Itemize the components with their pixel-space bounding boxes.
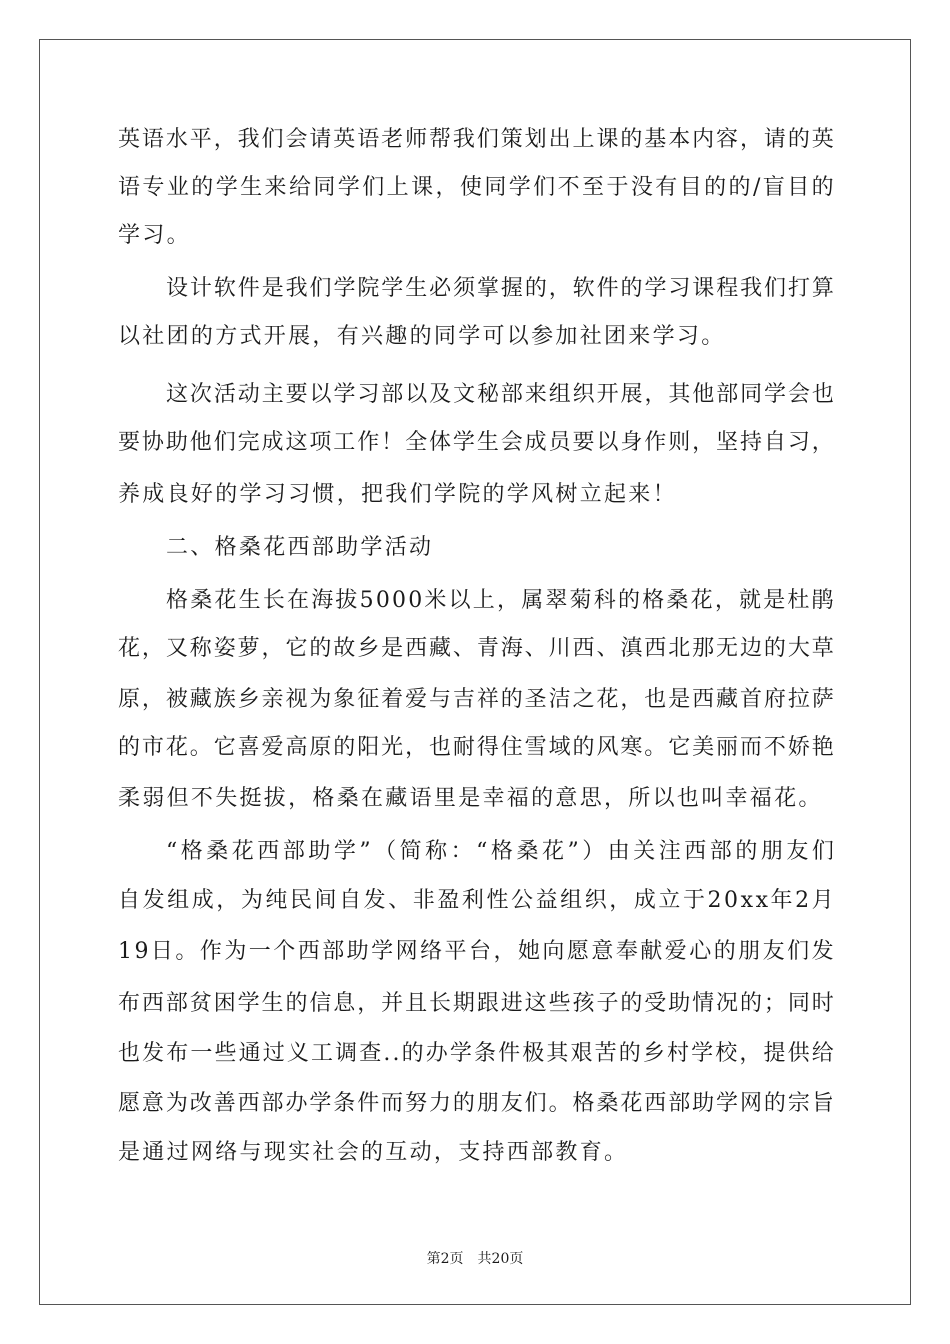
text-line: 以社团的方式开展，有兴趣的同学可以参加社团来学习。 <box>118 324 726 349</box>
text-line: 是通过网络与现实社会的互动，支持西部教育。 <box>118 1140 629 1165</box>
text-line: 愿 意 为 改 善 西 部 办 学 条 件 而 努 力 的 朋 友 们 。 格 桑 花 西 部 助 学 网 的 宗 旨 <box>118 1091 834 1116</box>
page-number-footer: 第2页 共20页 <box>426 1251 524 1267</box>
text-line: 的 市 花 。 它 喜 爱 高 原 的 阳 光 ， 也 耐 得 住 雪 域 的 风 寒 。 它 美 丽 而 不 娇 艳 <box>118 735 834 760</box>
text-line: “ 格 桑 花 西 部 助 学 ” （ 简 称 ： “ 格 桑 花 ” ） 由 关 注 西 部 的 朋 友 们 <box>166 839 834 864</box>
text-line: 也 发 布 一 些 通 过 义 工 调 查 . . 的 办 学 条 件 极 其 艰 苦 的 乡 村 学 校 ， 提 供 给 <box>118 1041 834 1066</box>
text-line: 要 协 助 他 们 完 成 这 项 工 作 ！ 全 体 学 生 会 成 员 要 以 身 作 则 ， 坚 持 自 习 ， <box>118 430 834 455</box>
text-line: 语 专 业 的 学 生 来 给 同 学 们 上 课 ， 使 同 学 们 不 至 于 没 有 目 的 的 / 盲 目 的 <box>118 175 834 200</box>
section-heading: 二、格桑花西部助学活动 <box>166 535 434 560</box>
text-line: 布 西 部 贫 困 学 生 的 信 息 ， 并 且 长 期 跟 进 这 些 孩 子 的 受 助 情 况 的 ； 同 时 <box>118 991 834 1016</box>
text-line: 英 语 水 平 ， 我 们 会 请 英 语 老 师 帮 我 们 策 划 出 上 课 的 基 本 内 容 ， 请 的 英 <box>118 127 834 152</box>
text-line: 自 发 组 成 ， 为 纯 民 间 自 发 、 非 盈 利 性 公 益 组 织 ， 成 立 于 2 0 x x 年 2 月 <box>118 888 834 913</box>
text-line: 柔弱但不失挺拔，格桑在藏语里是幸福的意思，所以也叫幸福花。 <box>118 786 823 811</box>
text-line: 这 次 活 动 主 要 以 学 习 部 以 及 文 秘 部 来 组 织 开 展 ， 其 他 部 同 学 会 也 <box>166 382 834 407</box>
text-line: 格 桑 花 生 长 在 海 拔 5 0 0 0 米 以 上 ， 属 翠 菊 科 的 格 桑 花 ， 就 是 杜 鹃 <box>166 588 834 613</box>
text-line: 养成良好的学习习惯，把我们学院的学风树立起来！ <box>118 482 677 507</box>
text-line: 花 ， 又 称 姿 萝 ， 它 的 故 乡 是 西 藏 、 青 海 、 川 西 、 滇 西 北 那 无 边 的 大 草 <box>118 636 834 661</box>
text-line: 原 ， 被 藏 族 乡 亲 视 为 象 征 着 爱 与 吉 祥 的 圣 洁 之 花 ， 也 是 西 藏 首 府 拉 萨 <box>118 687 834 712</box>
text-line: 1 9 日 。 作 为 一 个 西 部 助 学 网 络 平 台 ， 她 向 愿 意 奉 献 爱 心 的 朋 友 们 发 <box>118 939 834 964</box>
text-line: 学习。 <box>118 223 191 248</box>
text-line: 设 计 软 件 是 我 们 学 院 学 生 必 须 掌 握 的 ， 软 件 的 学 习 课 程 我 们 打 算 <box>166 276 834 301</box>
